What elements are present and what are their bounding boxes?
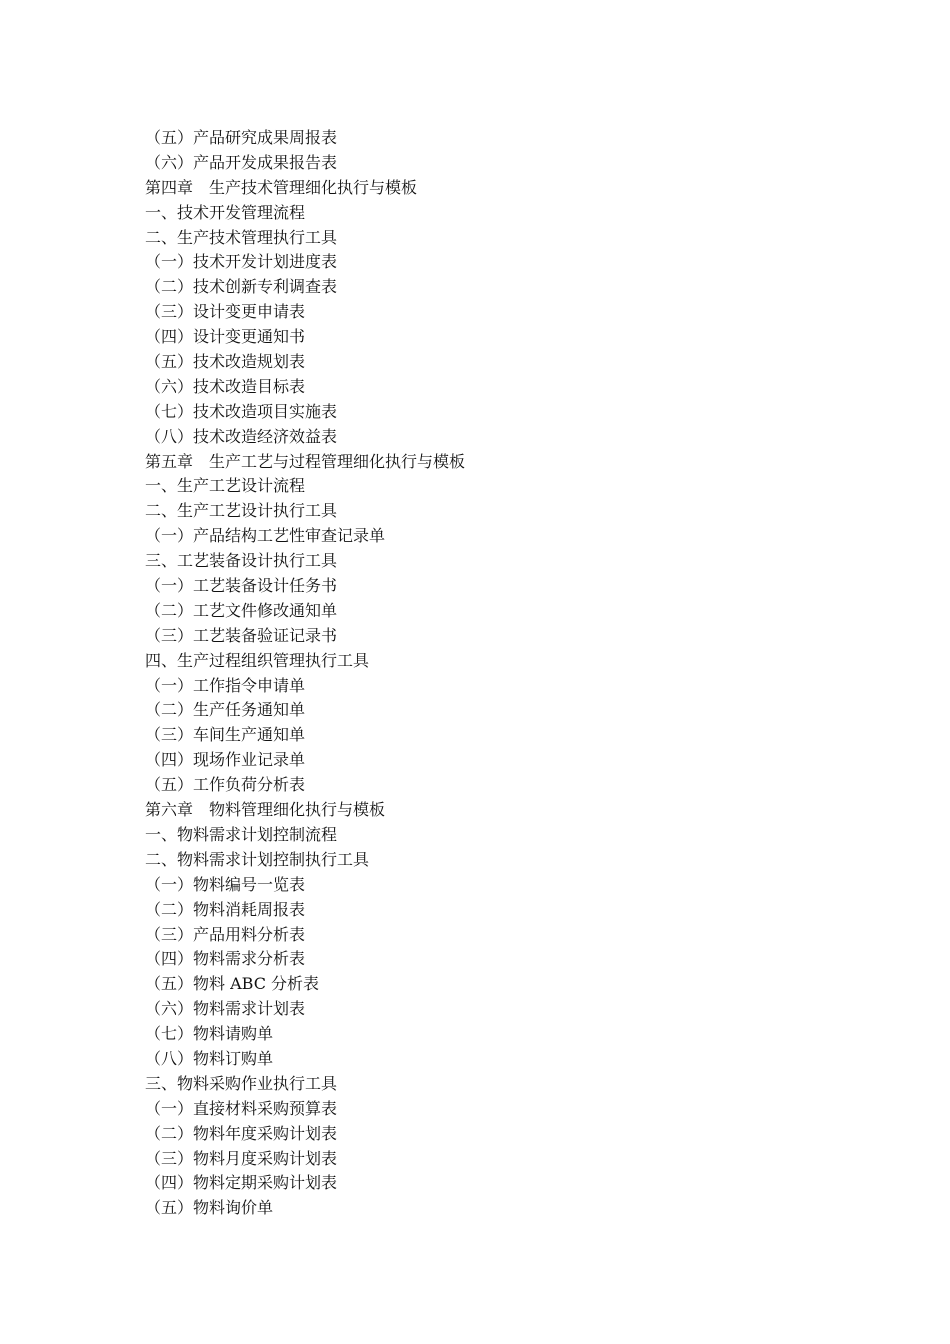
- toc-sub-item: （一）工作指令申请单: [145, 675, 306, 695]
- toc-sub-item: （七）技术改造项目实施表: [145, 401, 338, 421]
- toc-sub-item: （八）物料订购单: [145, 1048, 274, 1068]
- toc-sub-item: （六）技术改造目标表: [145, 376, 306, 396]
- toc-section-heading: 一、生产工艺设计流程: [145, 476, 306, 496]
- toc-section-heading: 三、物料采购作业执行工具: [145, 1073, 338, 1093]
- toc-section-heading: 三、工艺装备设计执行工具: [145, 551, 338, 571]
- toc-section-heading: 二、生产工艺设计执行工具: [145, 501, 338, 521]
- toc-sub-item: （三）车间生产通知单: [145, 725, 306, 745]
- toc-sub-item: （五）技术改造规划表: [145, 352, 306, 372]
- toc-sub-item: （一）直接材料采购预算表: [145, 1098, 338, 1118]
- toc-sub-item: （四）现场作业记录单: [145, 750, 306, 770]
- toc-sub-item: （三）物料月度采购计划表: [145, 1148, 338, 1168]
- toc-sub-item: （二）工艺文件修改通知单: [145, 600, 338, 620]
- toc-sub-item: （四）设计变更通知书: [145, 327, 306, 347]
- toc-sub-item: （五）物料询价单: [145, 1198, 274, 1218]
- toc-sub-item: （二）生产任务通知单: [145, 700, 306, 720]
- toc-sub-item: （三）工艺装备验证记录书: [145, 625, 338, 645]
- toc-sub-item: （四）物料需求分析表: [145, 949, 306, 969]
- toc-sub-item: （五）工作负荷分析表: [145, 775, 306, 795]
- toc-sub-item: （八）技术改造经济效益表: [145, 426, 338, 446]
- toc-section-heading: 二、生产技术管理执行工具: [145, 227, 338, 247]
- toc-sub-item: （一）工艺装备设计任务书: [145, 576, 338, 596]
- toc-sub-item: （四）物料定期采购计划表: [145, 1173, 338, 1193]
- toc-sub-item: （三）产品用料分析表: [145, 924, 306, 944]
- toc-chapter-heading: 第五章 生产工艺与过程管理细化执行与模板: [145, 451, 466, 471]
- toc-chapter-heading: 第六章 物料管理细化执行与模板: [145, 800, 386, 820]
- toc-sub-item: （二）物料年度采购计划表: [145, 1123, 338, 1143]
- toc-section-heading: 二、物料需求计划控制执行工具: [145, 849, 370, 869]
- toc-sub-item: （五）物料 ABC 分析表: [145, 974, 320, 994]
- toc-section-heading: 一、技术开发管理流程: [145, 202, 306, 222]
- toc-sub-item: （一）产品结构工艺性审查记录单: [145, 526, 386, 546]
- toc-section-heading: 一、物料需求计划控制流程: [145, 824, 338, 844]
- table-of-contents: [145, 126, 845, 1221]
- toc-sub-item: （六）产品开发成果报告表: [145, 152, 338, 172]
- toc-sub-item: （一）物料编号一览表: [145, 874, 306, 894]
- toc-chapter-heading: 第四章 生产技术管理细化执行与模板: [145, 177, 418, 197]
- toc-sub-item: （一）技术开发计划进度表: [145, 252, 338, 272]
- toc-sub-item: （三）设计变更申请表: [145, 302, 306, 322]
- toc-section-heading: 四、生产过程组织管理执行工具: [145, 650, 370, 670]
- toc-sub-item: （六）物料需求计划表: [145, 999, 306, 1019]
- toc-sub-item: （二）技术创新专利调查表: [145, 277, 338, 297]
- toc-sub-item: （二）物料消耗周报表: [145, 899, 306, 919]
- toc-sub-item: （五）产品研究成果周报表: [145, 128, 338, 147]
- toc-sub-item: （七）物料请购单: [145, 1024, 274, 1044]
